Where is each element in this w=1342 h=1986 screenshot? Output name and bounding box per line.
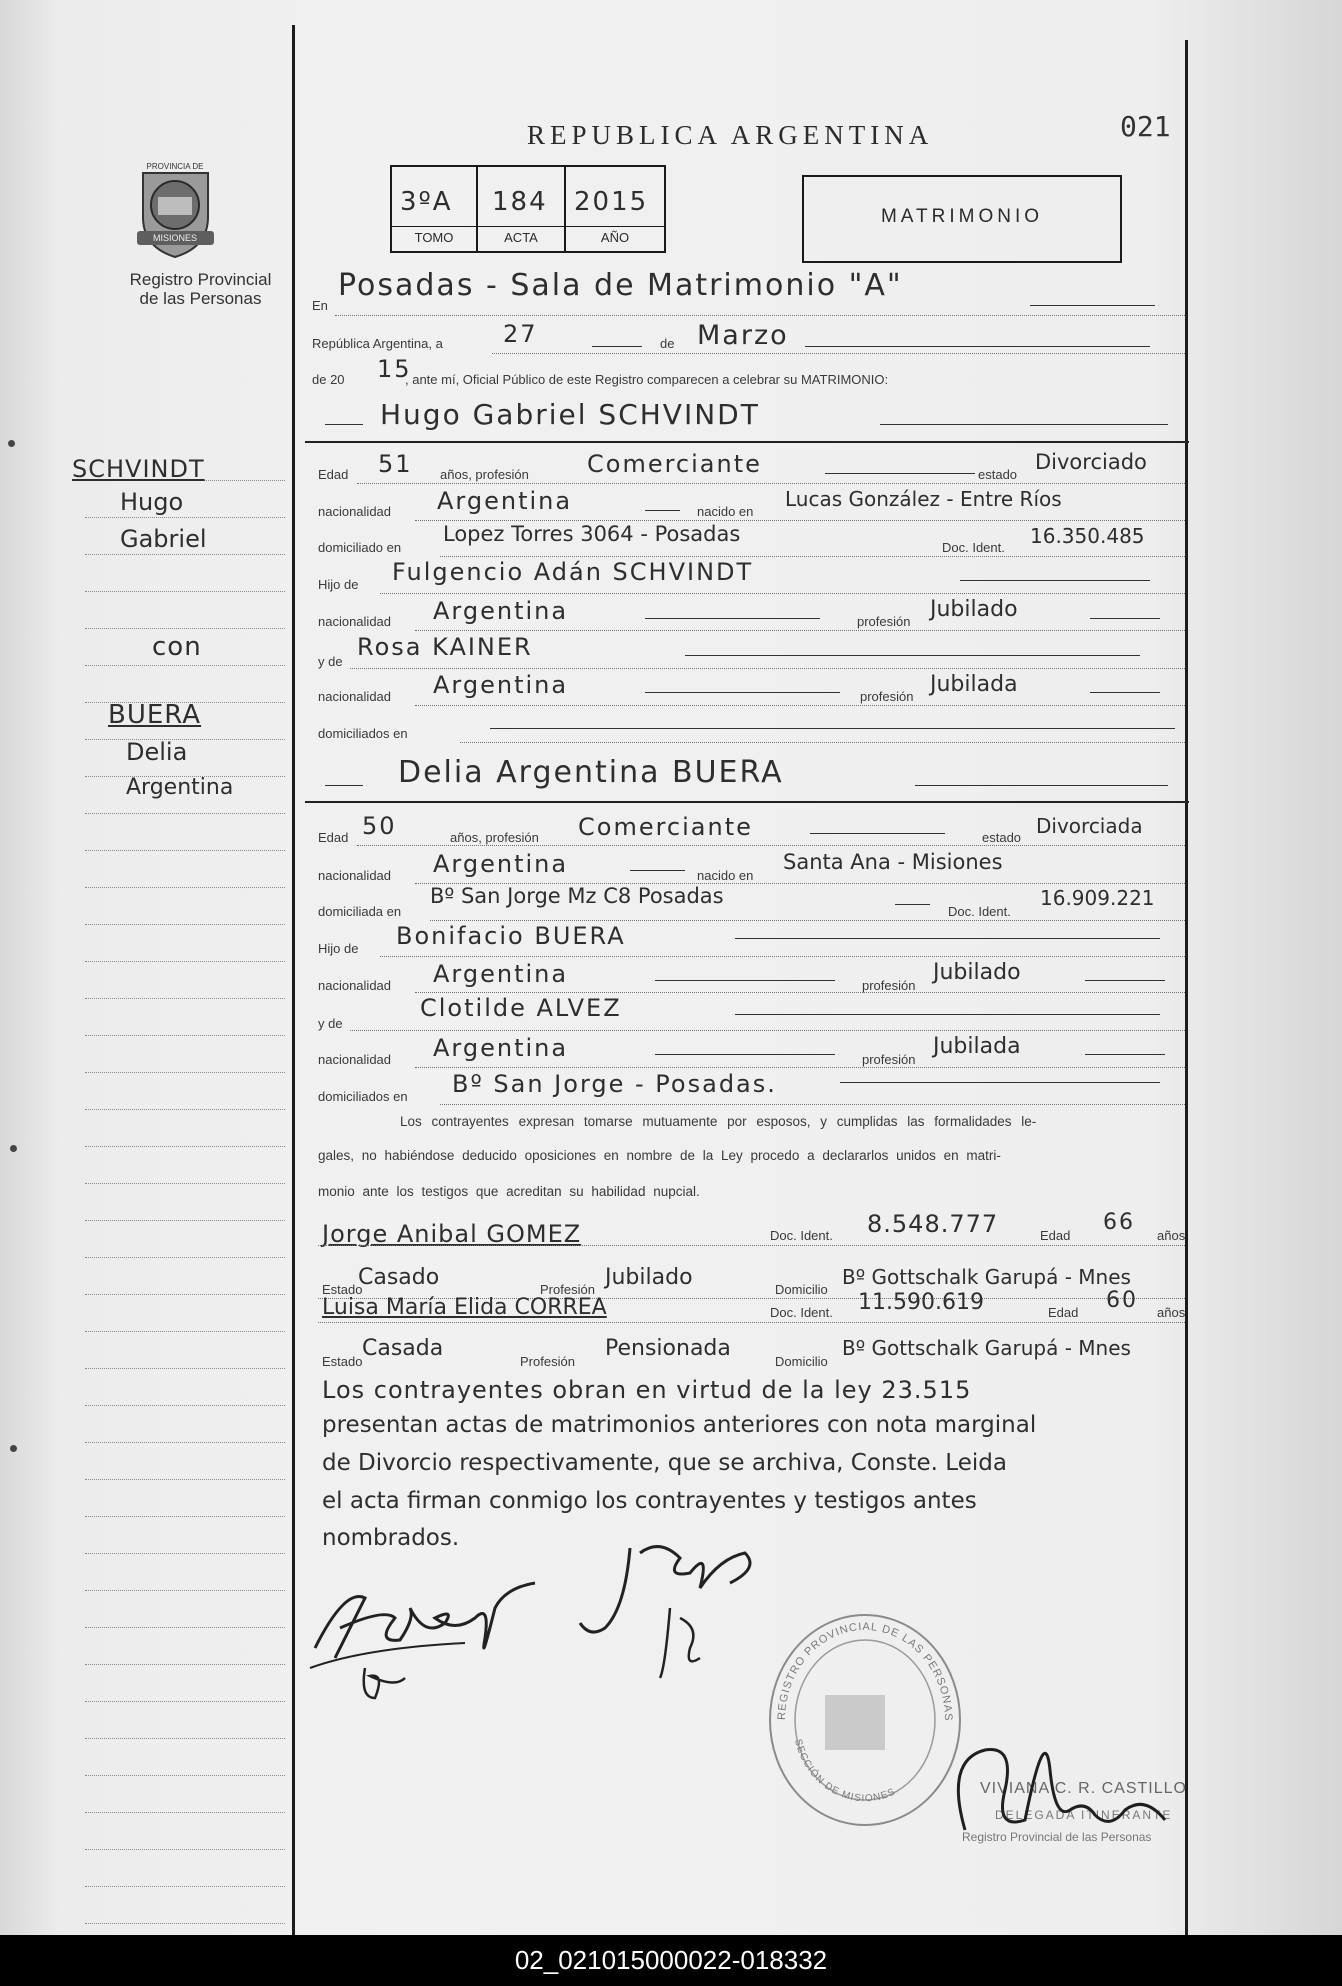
witness2-doc-label: Doc. Ident. <box>770 1305 833 1320</box>
anio-value: 2015 <box>574 187 649 217</box>
groom-mother-nac-label: nacionalidad <box>318 689 392 704</box>
note-line: Los contrayentes obran en virtud de la ley 23.515 <box>322 1376 972 1404</box>
registry-name: Registro Provincial de las Personas <box>129 270 272 308</box>
margin-rule-line <box>85 924 285 925</box>
witness1-profesion-label: Profesión <box>540 1282 595 1297</box>
witness2-domicilio-label: Domicilio <box>775 1354 828 1369</box>
bride-doc-label: Doc. Ident. <box>948 904 1011 919</box>
witness1-profession: Jubilado <box>605 1265 693 1290</box>
official-role: DELEGADA ITINERANTE <box>995 1808 1173 1822</box>
witness2-profesion-label: Profesión <box>520 1354 575 1369</box>
year-suffix: 15 <box>377 355 412 383</box>
note-line: de Divorcio respectivamente, que se archiva, Conste. Leida <box>322 1450 1007 1476</box>
bride-parents-address: Bº San Jorge - Posadas. <box>452 1070 777 1098</box>
margin-rule-line <box>85 1701 285 1702</box>
bride-address: Bº San Jorge Mz C8 Posadas <box>430 884 724 908</box>
groom-age: 51 <box>378 450 413 478</box>
witness1-edad-label: Edad <box>1040 1228 1071 1243</box>
acta-label: ACTA <box>504 230 538 245</box>
statement-line3: monio ante los testigos que acreditan su habilidad nupcial. <box>318 1184 700 1199</box>
country-title: REPUBLICA ARGENTINA <box>527 120 934 150</box>
margin-groom-name2: Gabriel <box>120 525 207 553</box>
bride-mother-prof: Jubilada <box>933 1034 1021 1059</box>
margin-bride-surname: BUERA <box>108 700 202 730</box>
bride-mother-prof-label: profesión <box>862 1052 916 1067</box>
declaration: , ante mí, Oficial Público de este Registro comparecen a celebrar su MATRIMONIO: <box>405 372 889 387</box>
margin-rule-line <box>85 1627 285 1628</box>
note-line: el acta firman conmigo los contrayentes y testigos antes <box>322 1488 977 1514</box>
acta-type: MATRIMONIO <box>880 206 1044 227</box>
margin-rule-line <box>85 1183 285 1184</box>
witness2-profession: Pensionada <box>605 1336 731 1361</box>
groom-dom-label: domiciliado en <box>318 540 402 555</box>
margin-rule-line <box>85 1516 285 1517</box>
groom-yde-label: y de <box>318 654 343 669</box>
margin-rule-line <box>85 1849 285 1850</box>
bride-nac-label: nacionalidad <box>318 868 392 883</box>
groom-parents-dom-label: domiciliados en <box>318 726 408 741</box>
bride-edad-label: Edad <box>318 830 349 845</box>
bride-civil-status: Divorciada <box>1036 814 1143 838</box>
bride-nationality: Argentina <box>433 850 569 878</box>
groom-father-nac-label: nacionalidad <box>318 614 392 629</box>
margin-rule-line <box>85 1775 285 1776</box>
margin-rule-line <box>85 1368 285 1369</box>
svg-text:PROVINCIA DE: PROVINCIA DE <box>146 162 204 171</box>
month: Marzo <box>697 320 789 351</box>
bride-father-nac-label: nacionalidad <box>318 978 392 993</box>
margin-rule-line <box>85 1331 285 1332</box>
margin-rule-line <box>85 1442 285 1443</box>
margin-rule-line <box>85 813 285 814</box>
groom-birthplace: Lucas González - Entre Ríos <box>785 487 1062 511</box>
bride-dom-label: domiciliada en <box>318 904 402 919</box>
bride-full-name: Delia Argentina BUERA <box>398 755 784 790</box>
margin-rule-line <box>85 1109 285 1110</box>
margin-rule-line <box>85 1072 285 1073</box>
svg-text:REGISTRO PROVINCIAL DE LAS PER: REGISTRO PROVINCIAL DE LAS PERSONAS <box>775 1620 955 1722</box>
witness2-anos-label: años <box>1157 1305 1186 1320</box>
statement-line1: Los contrayentes expresan tomarse mutuamente por esposos, y cumplidas las formalidades le- <box>400 1114 1037 1129</box>
place: Posadas - Sala de Matrimonio "A" <box>338 268 903 303</box>
groom-mother: Rosa KAINER <box>357 633 533 661</box>
acta-value: 184 <box>492 187 548 217</box>
witness1-estado-label: Estado <box>322 1282 363 1297</box>
margin-rule-line <box>85 1146 285 1147</box>
margin-rule-line <box>85 1923 285 1924</box>
margin-rule-line <box>85 961 285 962</box>
groom-nacido-label: nacido en <box>697 504 754 519</box>
official-signature <box>935 1700 1175 1850</box>
margin-rule-line <box>85 1886 285 1887</box>
tomo-value: 3ºA <box>400 187 453 217</box>
binding-hole <box>8 440 15 447</box>
margin-rule-line <box>85 1035 285 1036</box>
margin-rule-line <box>85 1479 285 1480</box>
de-label: de <box>660 336 675 351</box>
page-number: 021 <box>1120 110 1171 143</box>
bride-profession: Comerciante <box>578 813 753 841</box>
bride-father-nat: Argentina <box>433 960 569 988</box>
margin-rule-line <box>85 1405 285 1406</box>
margin-rule-line <box>85 554 285 555</box>
year-prefix: de 20 <box>312 372 345 387</box>
groom-address: Lopez Torres 3064 - Posadas <box>443 522 741 546</box>
witness2-estado-label: Estado <box>322 1354 363 1369</box>
record-box <box>390 165 666 253</box>
witness2-address: Bº Gottschalk Garupá - Mnes <box>842 1336 1131 1360</box>
groom-doc-label: Doc. Ident. <box>942 540 1005 555</box>
groom-signature <box>305 1548 555 1708</box>
groom-hijo-label: Hijo de <box>318 577 359 592</box>
barcode-id: 02_021015000022-018332 <box>0 1935 1342 1986</box>
margin-rule-line <box>85 887 285 888</box>
bride-estado-label: estado <box>982 830 1022 845</box>
margin-rule-line <box>85 1257 285 1258</box>
groom-father-nat: Argentina <box>433 597 569 625</box>
svg-text:SECCIÓN DE MISIONES: SECCIÓN DE MISIONES <box>792 1737 898 1805</box>
groom-profesion-label: años, profesión <box>440 467 529 482</box>
margin-rule-line <box>85 1294 285 1295</box>
margin-rule-line <box>85 628 285 629</box>
witness1-name: Jorge Anibal GOMEZ <box>322 1220 582 1248</box>
witness2-edad-label: Edad <box>1048 1305 1079 1320</box>
bride-father-prof-label: profesión <box>862 978 916 993</box>
witness2-name: Luisa María Elida CORREA <box>322 1295 607 1320</box>
day: 27 <box>503 320 538 348</box>
margin-rule-line <box>85 998 285 999</box>
svg-text:MISIONES: MISIONES <box>152 233 198 243</box>
groom-nationality: Argentina <box>437 487 573 515</box>
margin-rule-line <box>85 850 285 851</box>
bride-mother-nac-label: nacionalidad <box>318 1052 392 1067</box>
witness1-domicilio-label: Domicilio <box>775 1282 828 1297</box>
witness1-status: Casado <box>358 1265 440 1290</box>
groom-father: Fulgencio Adán SCHVINDT <box>392 558 754 586</box>
witness1-anos-label: años <box>1157 1228 1186 1243</box>
margin-rule-line <box>85 665 285 666</box>
groom-mother-prof: Jubilada <box>930 672 1018 697</box>
bride-nacido-label: nacido en <box>697 868 754 883</box>
margin-border-line <box>292 25 295 1935</box>
official-office: Registro Provincial de las Personas <box>962 1830 1152 1844</box>
bride-age: 50 <box>362 812 397 840</box>
binding-hole <box>10 1145 17 1152</box>
margin-rule-line <box>85 1664 285 1665</box>
witness1-address: Bº Gottschalk Garupá - Mnes <box>842 1265 1131 1289</box>
right-border-line <box>1185 40 1188 1935</box>
groom-doc: 16.350.485 <box>1030 524 1145 548</box>
margin-rule-line <box>85 1812 285 1813</box>
bride-hijo-label: Hijo de <box>318 941 359 956</box>
margin-groom-name1: Hugo <box>120 488 184 516</box>
groom-mother-prof-label: profesión <box>860 689 914 704</box>
bride-birthplace: Santa Ana - Misiones <box>783 850 1003 874</box>
groom-mother-nat: Argentina <box>433 671 569 699</box>
witness1-doc-label: Doc. Ident. <box>770 1228 833 1243</box>
bride-profesion-label: años, profesión <box>450 830 539 845</box>
bride-father: Bonifacio BUERA <box>396 922 626 950</box>
tomo-label: TOMO <box>414 230 454 245</box>
groom-father-prof-label: profesión <box>857 614 911 629</box>
witness1-doc: 8.548.777 <box>867 1210 999 1238</box>
official-name: VIVIANA C. R. CASTILLO <box>980 1780 1187 1797</box>
note-line: nombrados. <box>322 1525 460 1551</box>
acta-type-box <box>802 175 1122 263</box>
margin-rule-line <box>85 591 285 592</box>
margin-groom-surname: SCHVINDT <box>72 455 205 483</box>
groom-edad-label: Edad <box>318 467 349 482</box>
bride-mother-nat: Argentina <box>433 1034 569 1062</box>
bride-yde-label: y de <box>318 1016 343 1031</box>
province-emblem <box>133 155 218 260</box>
statement-line2: gales, no habiéndose deducido oposiciones en nombre de la Ley procedo a declararlos unidos en matri- <box>318 1148 1001 1163</box>
groom-father-prof: Jubilado <box>930 597 1018 622</box>
margin-rule-line <box>85 1220 285 1221</box>
groom-estado-label: estado <box>978 467 1018 482</box>
groom-civil-status: Divorciado <box>1035 450 1147 474</box>
margin-bride-name2: Argentina <box>126 775 234 800</box>
margin-rule-line <box>85 1590 285 1591</box>
bride-father-prof: Jubilado <box>933 960 1021 985</box>
witness2-doc: 11.590.619 <box>858 1290 984 1315</box>
binding-hole <box>10 1445 17 1452</box>
margin-bride-name1: Delia <box>126 738 188 766</box>
anio-label: AÑO <box>600 230 630 245</box>
note-line: presentan actas de matrimonios anteriores con nota marginal <box>322 1412 1037 1438</box>
groom-nac-label: nacionalidad <box>318 504 392 519</box>
bride-doc: 16.909.221 <box>1040 886 1155 910</box>
rep-label: República Argentina, a <box>312 336 443 351</box>
witness2-status: Casada <box>362 1336 444 1361</box>
margin-con: con <box>152 632 202 662</box>
witness2-age: 60 <box>1106 1288 1138 1313</box>
margin-rule-line <box>85 517 285 518</box>
groom-profession: Comerciante <box>587 450 762 478</box>
bride-mother: Clotilde ALVEZ <box>420 994 622 1022</box>
en-label: En <box>312 298 328 313</box>
witness1-age: 66 <box>1103 1210 1135 1235</box>
margin-rule-line <box>85 1553 285 1554</box>
bride-parents-dom-label: domiciliados en <box>318 1089 408 1104</box>
margin-rule-line <box>85 1738 285 1739</box>
groom-full-name: Hugo Gabriel SCHVINDT <box>380 398 760 431</box>
